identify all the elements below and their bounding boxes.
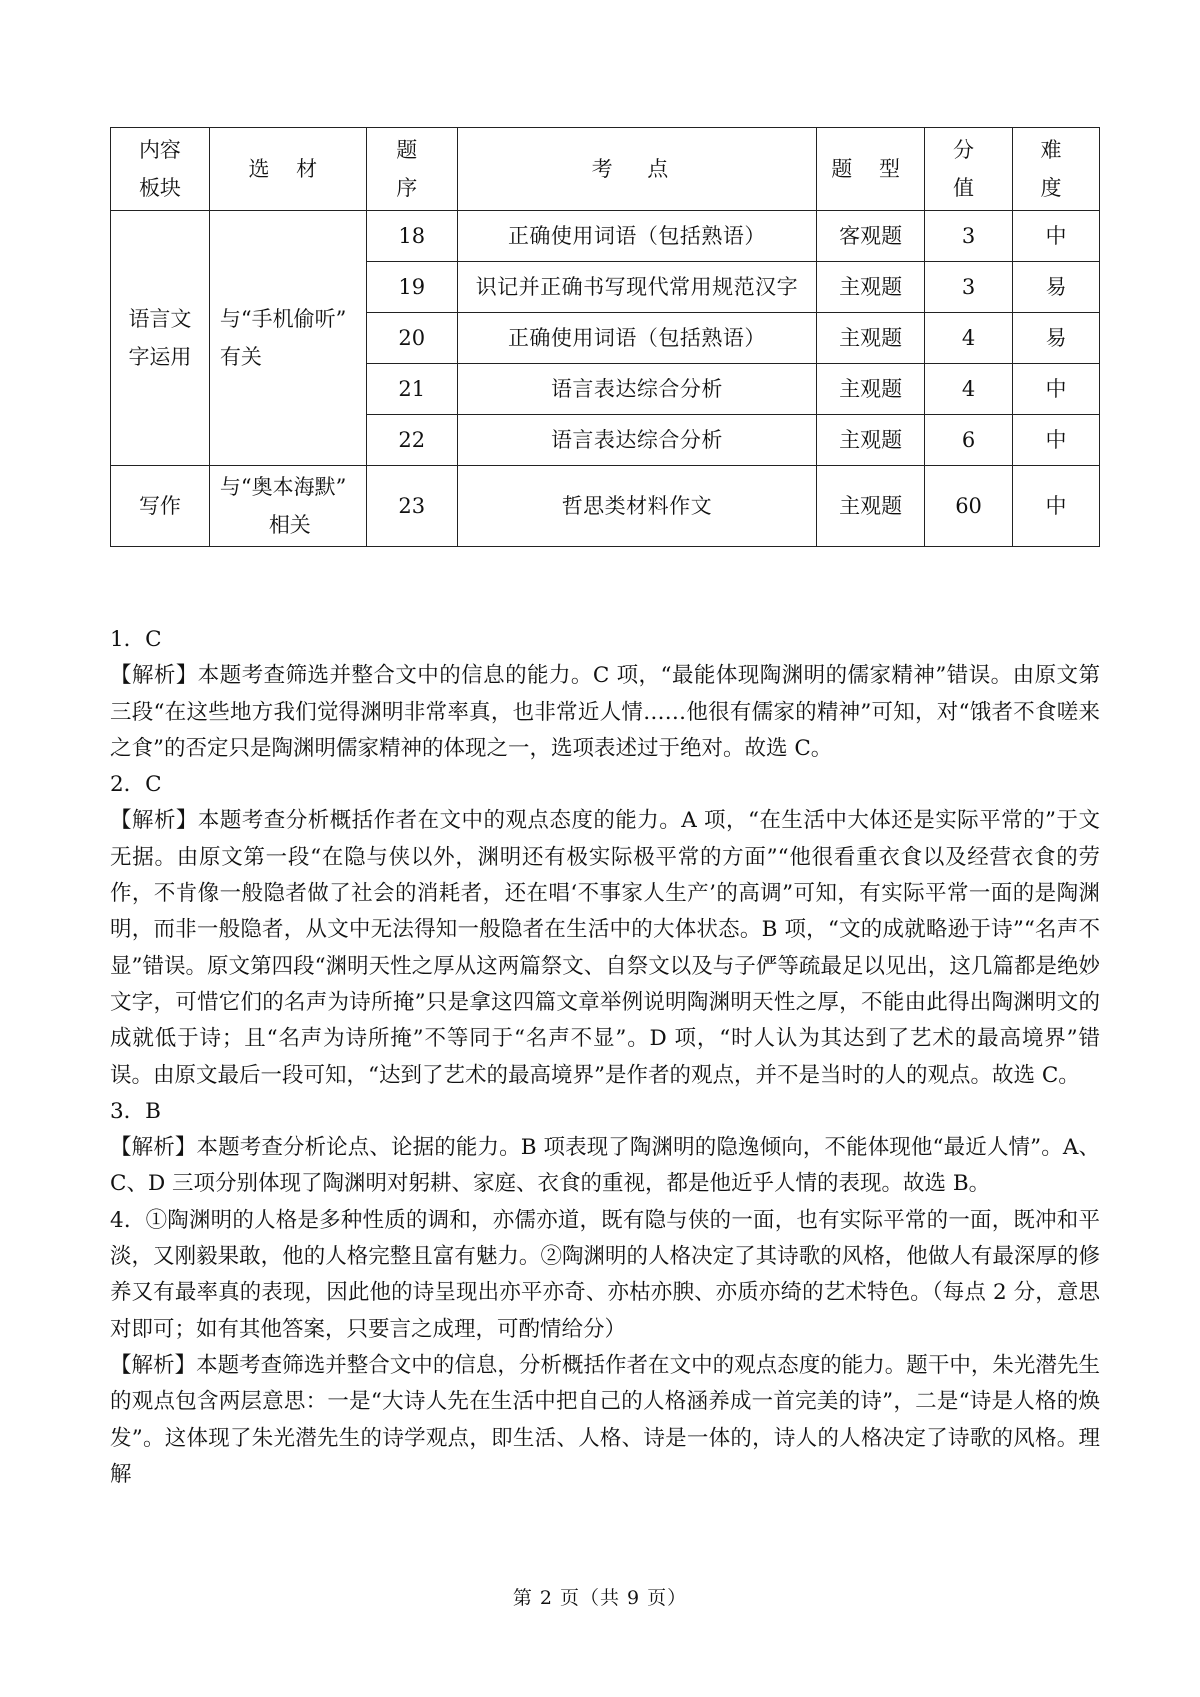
difficulty-cell: 中: [1013, 466, 1100, 547]
header-block: 内容 板块: [111, 128, 210, 211]
block-cell: 语言文 字运用: [111, 211, 210, 466]
answer-explanation: [110, 1348, 1100, 1493]
explanation-label: 【解析】: [110, 1352, 197, 1378]
order-cell: 19: [366, 262, 457, 313]
type-cell: 主观题: [817, 262, 925, 313]
header-material: 选 材: [209, 128, 366, 211]
table-row: [111, 211, 1100, 262]
difficulty-cell: 易: [1013, 313, 1100, 364]
point-cell: 语言表达综合分析: [457, 364, 817, 415]
order-cell: 23: [366, 466, 457, 547]
order-cell: 20: [366, 313, 457, 364]
explanation-text: 本题考查分析概括作者在文中的观点态度的能力。A 项，“在生活中大体还是实际平常的”于文无据。由原文第一段“在隐与侠以外，渊明还有极实际极平常的方面”“他很看重衣食以及经营衣食的劳作，不肯像一般隐者做了社会的消耗者，还在唱‘不事家人生产’的高调”可知，有实际平常一面的是陶渊明，而非一般隐者，从文中无法得知一般隐者在生活中的大体状态。B 项，“文的成就略逊于诗”“名声不显”错误。原文第四段“渊明天性之厚从这两篇祭文、自祭文以及与子俨等疏最足以见出，这几篇都是绝妙文字，可惜它们的名声为诗所掩”只是拿这四篇文章举例说明陶渊明天性之厚，不能由此得出陶渊明文的成就低于诗；且“名声为诗所掩”不等同于“名声不显”。D 项，“时人认为其达到了艺术的最高境界”错误。由原文最后一段可知，“达到了艺术的最高境界”是作者的观点，并不是当时的人的观点。故选 C。: [110, 808, 1100, 1088]
difficulty-cell: 易: [1013, 262, 1100, 313]
answer-explanation: [110, 803, 1100, 1093]
type-cell: 主观题: [817, 415, 925, 466]
header-point: 考 点: [457, 128, 817, 211]
order-cell: 18: [366, 211, 457, 262]
type-cell: 主观题: [817, 364, 925, 415]
type-cell: 主观题: [817, 313, 925, 364]
header-type: 题 型: [817, 128, 925, 211]
page-footer: 第 2 页（共 9 页）: [512, 1587, 688, 1609]
difficulty-cell: 中: [1013, 364, 1100, 415]
score-cell: 6: [925, 415, 1013, 466]
header-score: 分 值: [925, 128, 1013, 211]
table-row: [111, 466, 1100, 547]
score-cell: 4: [925, 313, 1013, 364]
type-cell: 客观题: [817, 211, 925, 262]
explanation-label: 【解析】: [110, 808, 198, 834]
answer-number: 3．B: [110, 1098, 161, 1124]
answer-explanation: [110, 1130, 1100, 1203]
answer-number: 1．C: [110, 627, 162, 652]
material-cell: 与“手机偷听” 有关: [209, 211, 366, 466]
point-cell: 正确使用词语（包括熟语）: [457, 313, 817, 364]
explanation-text: 本题考查筛选并整合文中的信息的能力。C 项，“最能体现陶渊明的儒家精神”错误。由原文第三段“在这些地方我们觉得渊明非常率真，也非常近人情……他很有儒家的精神”可知，对“饿者不食嗟来之食”的否定只是陶渊明儒家精神的体现之一，选项表述过于绝对。故选 C。: [110, 663, 1100, 761]
answer-explanation: [110, 658, 1100, 767]
exam-spec-table: [110, 127, 1100, 547]
explanation-text: 本题考查筛选并整合文中的信息，分析概括作者在文中的观点态度的能力。题干中，朱光潜先生的观点包含两层意思：一是“大诗人先在生活中把自己的人格涵养成一首完美的诗”，二是“诗是人格的焕发”。这体现了朱光潜先生的诗学观点，即生活、人格、诗是一体的，诗人的人格决定了诗歌的风格。理解: [110, 1352, 1100, 1487]
header-difficulty: 难 度: [1013, 128, 1100, 211]
order-cell: 22: [366, 415, 457, 466]
point-cell: 正确使用词语（包括熟语）: [457, 211, 817, 262]
table-header-row: [111, 128, 1100, 211]
answer-number: 2．C: [110, 772, 162, 798]
score-cell: 4: [925, 364, 1013, 415]
explanation-label: 【解析】: [110, 663, 198, 689]
point-cell: 语言表达综合分析: [457, 415, 817, 466]
answer-text: 4．①陶渊明的人格是多种性质的调和，亦儒亦道，既有隐与侠的一面，也有实际平常的一面，既冲和平淡，又刚毅果敢，他的人格完整且富有魅力。②陶渊明的人格决定了其诗歌的风格，他做人有最深厚的修养又有最率真的表现，因此他的诗呈现出亦平亦奇、亦枯亦腴、亦质亦绮的艺术特色。（每点 2 分，意思对即可；如有其他答案，只要言之成理，可酌情给分）: [110, 1207, 1100, 1342]
score-cell: 60: [925, 466, 1013, 547]
point-cell: 哲思类材料作文: [457, 466, 817, 547]
difficulty-cell: 中: [1013, 211, 1100, 262]
answer-section: [110, 622, 1100, 1493]
explanation-text: 本题考查分析论点、论据的能力。B 项表现了陶渊明的隐逸倾向，不能体现他“最近人情”。A、C、D 三项分别体现了陶渊明对躬耕、家庭、衣食的重视，都是他近乎人情的表现。故选 B。: [110, 1135, 1100, 1197]
score-cell: 3: [925, 262, 1013, 313]
difficulty-cell: 中: [1013, 415, 1100, 466]
explanation-label: 【解析】: [110, 1135, 197, 1161]
material-cell: 与“奥本海默” 相关: [209, 466, 366, 547]
score-cell: 3: [925, 211, 1013, 262]
header-order: 题 序: [366, 128, 457, 211]
type-cell: 主观题: [817, 466, 925, 547]
block-cell: 写作: [111, 466, 210, 547]
point-cell: 识记并正确书写现代常用规范汉字: [457, 262, 817, 313]
order-cell: 21: [366, 364, 457, 415]
